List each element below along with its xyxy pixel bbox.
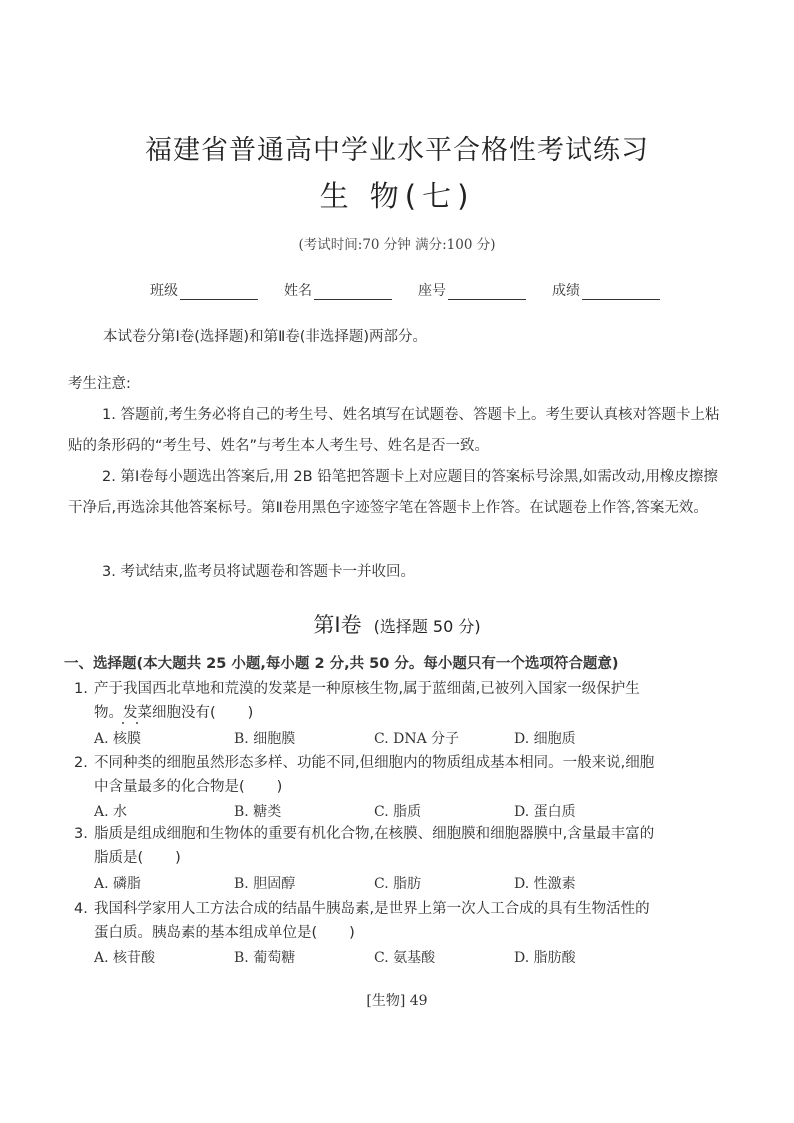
question-4-options bbox=[94, 947, 694, 967]
option-c[interactable]: C. DNA 分子 bbox=[374, 731, 460, 747]
emphasis-dot bbox=[122, 722, 124, 724]
answer-paren: ) bbox=[175, 850, 181, 866]
question-text: 不同种类的细胞虽然形态多样、功能不同,但细胞内的物质组成基本相同。一般来说,细胞 bbox=[94, 755, 655, 771]
page-footer: [生物] 49 bbox=[366, 993, 428, 1009]
field-label: 座号 bbox=[418, 283, 446, 299]
field-name bbox=[284, 280, 392, 300]
option-d[interactable]: D. 细胞质 bbox=[514, 731, 576, 747]
field-score bbox=[552, 280, 660, 300]
field-label: 成绩 bbox=[552, 283, 580, 299]
option-c[interactable]: C. 脂质 bbox=[374, 804, 422, 820]
question-3-options bbox=[94, 873, 694, 893]
question-2-options bbox=[94, 801, 694, 821]
question-3 bbox=[74, 822, 738, 870]
question-text: 蛋白质。胰岛素的基本组成单位是( bbox=[94, 925, 318, 941]
option-d[interactable]: D. 蛋白质 bbox=[514, 804, 576, 820]
question-text: 物。发菜细胞没有( bbox=[94, 705, 216, 721]
volume-title: 第Ⅰ卷 bbox=[313, 613, 362, 637]
field-class bbox=[150, 280, 258, 300]
student-fields bbox=[150, 280, 670, 300]
fill-blank[interactable] bbox=[448, 285, 526, 300]
option-d[interactable]: D. 脂肪酸 bbox=[514, 950, 576, 966]
question-text: 中含量最多的化合物是( bbox=[94, 779, 245, 795]
field-label: 姓名 bbox=[284, 283, 312, 299]
option-b[interactable]: B. 葡萄糖 bbox=[234, 950, 296, 966]
field-seat bbox=[418, 280, 526, 300]
option-a[interactable]: A. 磷脂 bbox=[94, 876, 142, 892]
answer-paren: ) bbox=[349, 925, 355, 941]
notice-heading: 考生注意: bbox=[68, 376, 131, 392]
notice-item: 1. 答题前,考生务必将自己的考生号、姓名填写在试题卷、答题卡上。考生要认真核对答题卡上粘贴的条形码的“考生号、姓名”与考生本人考生号、姓名是否一致。 bbox=[68, 407, 720, 454]
option-a[interactable]: A. 水 bbox=[94, 804, 128, 820]
volume-subtitle: (选择题 50 分) bbox=[373, 617, 481, 636]
question-2 bbox=[74, 751, 738, 799]
option-b[interactable]: B. 细胞膜 bbox=[234, 731, 296, 747]
fill-blank[interactable] bbox=[180, 285, 258, 300]
option-a[interactable]: A. 核膜 bbox=[94, 731, 142, 747]
question-number: 4. bbox=[74, 901, 88, 917]
answer-paren: ) bbox=[276, 779, 283, 795]
exam-info: (考试时间:70 分钟 满分:100 分) bbox=[298, 237, 496, 253]
section-heading: 一、选择题(本大题共 25 小题,每小题 2 分,共 50 分。每小题只有一个选项符合题意) bbox=[64, 656, 619, 672]
option-b[interactable]: B. 糖类 bbox=[234, 804, 282, 820]
notice-item: 3. 考试结束,监考员将试题卷和答题卡一并收回。 bbox=[102, 564, 416, 580]
notice-item: 2. 第Ⅰ卷每小题选出答案后,用 2B 铅笔把答题卡上对应题目的答案标号涂黑,如需改动,用橡皮擦擦干净后,再选涂其他答案标号。第Ⅱ卷用黑色字迹签字笔在答题卡上作答。在试题卷上作答,答案无效。 bbox=[68, 469, 718, 516]
option-b[interactable]: B. 胆固醇 bbox=[234, 876, 296, 892]
question-1 bbox=[74, 677, 738, 725]
intro-text: 本试卷分第Ⅰ卷(选择题)和第Ⅱ卷(非选择题)两部分。 bbox=[103, 329, 428, 345]
field-label: 班级 bbox=[150, 283, 178, 299]
question-4 bbox=[74, 897, 738, 945]
subject-title: 生 物(七) bbox=[319, 179, 475, 213]
answer-paren: ) bbox=[247, 705, 254, 721]
option-a[interactable]: A. 核苷酸 bbox=[94, 950, 156, 966]
question-number: 3. bbox=[74, 826, 88, 842]
question-text: 产于我国西北草地和荒漠的发菜是一种原核生物,属于蓝细菌,已被列入国家一级保护生 bbox=[94, 681, 640, 697]
option-c[interactable]: C. 氨基酸 bbox=[374, 950, 436, 966]
question-text: 脂质是( bbox=[94, 850, 144, 866]
fill-blank[interactable] bbox=[314, 285, 392, 300]
question-text: 脂质是组成细胞和生物体的重要有机化合物,在核膜、细胞膜和细胞器膜中,含量最丰富的 bbox=[94, 826, 655, 842]
question-number: 2. bbox=[74, 755, 88, 771]
volume-heading bbox=[0, 609, 794, 639]
option-d[interactable]: D. 性激素 bbox=[514, 876, 576, 892]
question-text: 我国科学家用人工方法合成的结晶牛胰岛素,是世界上第一次人工合成的具有生物活性的 bbox=[94, 901, 650, 917]
option-c[interactable]: C. 脂肪 bbox=[374, 876, 422, 892]
question-1-options bbox=[94, 728, 694, 748]
fill-blank[interactable] bbox=[582, 285, 660, 300]
page-title: 福建省普通高中学业水平合格性考试练习 bbox=[145, 135, 649, 166]
question-number: 1. bbox=[74, 681, 88, 697]
emphasis-dot bbox=[136, 722, 138, 724]
